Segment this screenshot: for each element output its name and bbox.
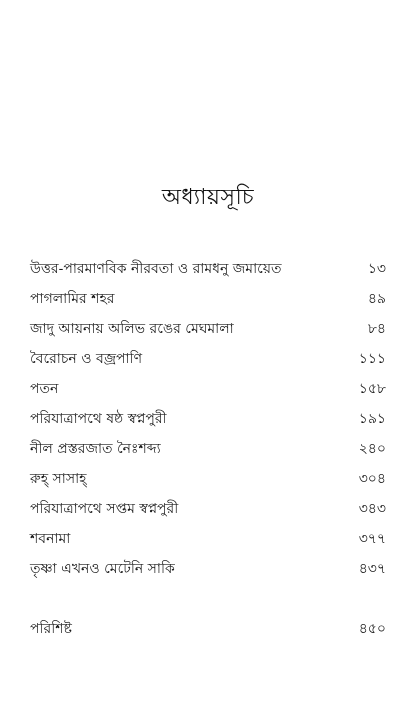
toc-appendix-entry bbox=[30, 614, 386, 644]
toc-entry-page: ১৯১ bbox=[358, 411, 386, 427]
toc-entry bbox=[30, 344, 386, 374]
toc-entry-page: ৩৭৭ bbox=[358, 531, 386, 547]
toc-entry-page: ৮৪ bbox=[367, 321, 386, 337]
toc-entry bbox=[30, 254, 386, 284]
toc-entry-title: জাদু আয়নায় অলিভ রঙের মেঘমালা bbox=[30, 321, 234, 337]
toc-entry-page: ৪৯ bbox=[367, 291, 386, 307]
toc-entry bbox=[30, 524, 386, 554]
toc-entry-title: পরিযাত্রাপথে ষষ্ঠ স্বপ্নপুরী bbox=[30, 411, 167, 427]
toc-entry-title: বৈরোচন ও বজ্রপাণি bbox=[30, 351, 143, 367]
toc-entry-page: ৩৪৩ bbox=[358, 501, 386, 517]
toc-entry bbox=[30, 374, 386, 404]
toc-appendix-title: পরিশিষ্ট bbox=[30, 621, 72, 637]
toc-entry-page: ৩০৪ bbox=[358, 471, 386, 487]
toc-entry bbox=[30, 284, 386, 314]
toc-entry-title: নীল প্রস্তরজাত নৈঃশব্দ্য bbox=[30, 441, 161, 457]
toc-entry-page: ১১১ bbox=[358, 351, 386, 367]
toc-entry-title: পরিযাত্রাপথে সপ্তম স্বপ্নপুরী bbox=[30, 501, 179, 517]
toc-entry bbox=[30, 404, 386, 434]
toc-entry bbox=[30, 434, 386, 464]
toc-appendix-page: ৪৫০ bbox=[358, 621, 386, 637]
toc-entry-title: শবনামা bbox=[30, 531, 71, 547]
toc-entry bbox=[30, 314, 386, 344]
toc-entry-title: পতন bbox=[30, 381, 59, 397]
toc-entry-page: ১৫৮ bbox=[358, 381, 386, 397]
toc-entry-page: ২৪০ bbox=[358, 441, 386, 457]
toc-list bbox=[30, 254, 386, 584]
toc-entry bbox=[30, 554, 386, 584]
page-title: অধ্যায়সূচি bbox=[161, 185, 255, 210]
toc-entry-title: তৃষ্ণা এখনও মেটেনি সাকি bbox=[30, 561, 175, 577]
toc-entry-title: উত্তর-পারমাণবিক নীরবতা ও রামধনু জমায়েত bbox=[30, 261, 282, 277]
toc-entry-page: ৪৩৭ bbox=[358, 561, 386, 577]
toc-entry-page: ১৩ bbox=[367, 261, 386, 277]
toc-entry-title: রুহ্ সাসাহ্ bbox=[30, 471, 87, 487]
toc-entry bbox=[30, 494, 386, 524]
toc-entry bbox=[30, 464, 386, 494]
toc-entry-title: পাগলামির শহর bbox=[30, 291, 115, 307]
